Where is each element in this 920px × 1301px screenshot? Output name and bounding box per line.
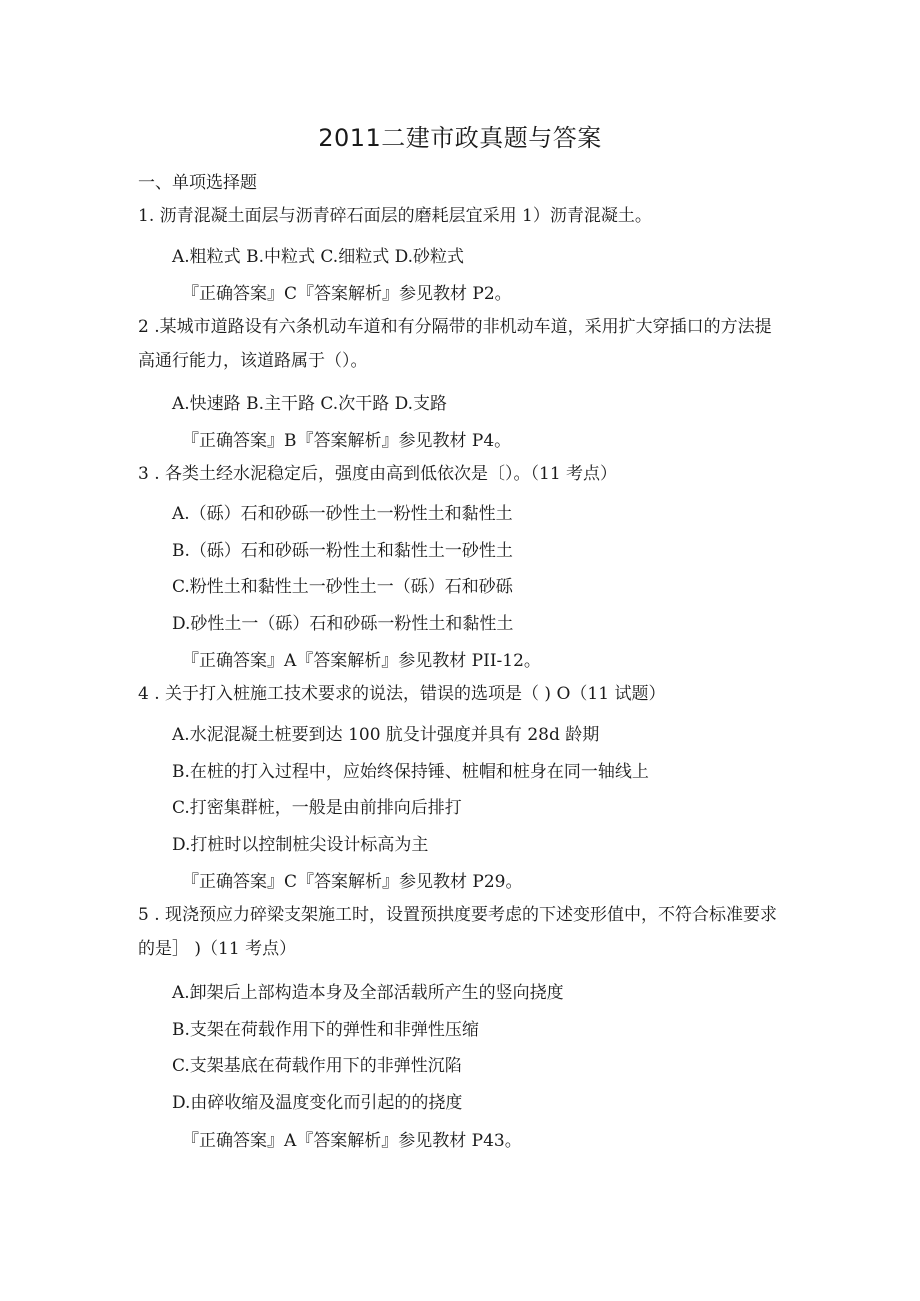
question-3-option-a: A.（砾）石和砂砾一砂性土一粉性土和黏性土 bbox=[172, 504, 513, 524]
question-3-text: 3 . 各类土经水泥稳定后，强度由高到低依次是〔）。（11 考点） bbox=[138, 464, 618, 484]
question-2-answer: 『正确答案』B『答案解析』参见教材 P4。 bbox=[182, 431, 512, 451]
question-3-option-d: D.砂性土一（砾）石和砂砾一粉性土和黏性土 bbox=[172, 614, 514, 634]
question-3-option-b: B.（砾）石和砂砾一粉性土和黏性土一砂性土 bbox=[172, 541, 513, 561]
question-4-option-d: D.打桩时以控制桩尖设计标高为主 bbox=[172, 835, 429, 855]
question-2-options: A.快速路 B.主干路 C.次干路 D.支路 bbox=[172, 394, 448, 414]
question-5-answer: 『正确答案』A『答案解析』参见教材 P43。 bbox=[182, 1131, 522, 1151]
question-2 bbox=[138, 310, 788, 378]
question-1-answer: 『正确答案』C『答案解析』参见教材 P2。 bbox=[182, 284, 512, 304]
question-4-option-c: C.打密集群桩，一般是由前排向后排打 bbox=[172, 798, 462, 818]
question-4-text: 4 . 关于打入桩施工技术要求的说法，错误的选项是（ ) O（11 试题） bbox=[138, 684, 666, 704]
question-5-option-a: A.卸架后上部构造本身及全部活载所产生的竖向挠度 bbox=[172, 983, 564, 1003]
question-5-option-b: B.支架在荷载作用下的弹性和非弹性压缩 bbox=[172, 1020, 479, 1040]
question-5-text: 5 . 现浇预应力碎梁支架施工时，设置预拱度要考虑的下述变形值中，不符合标准要求的是］ )（11 考点） bbox=[138, 905, 778, 959]
question-4 bbox=[138, 677, 788, 711]
question-1-text: 1. 沥青混凝土面层与沥青碎石面层的磨耗层宜采用 1）沥青混凝土。 bbox=[138, 206, 652, 226]
question-5-option-c: C.支架基底在荷载作用下的非弹性沉陷 bbox=[172, 1056, 462, 1076]
question-1 bbox=[138, 199, 788, 233]
question-5-option-d: D.由碎收缩及温度变化而引起的的挠度 bbox=[172, 1093, 463, 1113]
question-2-text: 2 .某城市道路设有六条机动车道和有分隔带的非机动车道，采用扩大穿插口的方法提高通行能力，该道路属于（）。 bbox=[138, 317, 772, 371]
page-title: 2011二建市政真题与答案 bbox=[318, 124, 602, 152]
question-1-options: A.粗粒式 B.中粒式 C.细粒式 D.砂粒式 bbox=[172, 247, 465, 267]
question-4-option-b: B.在桩的打入过程中，应始终保持锤、桩帽和桩身在同一轴线上 bbox=[172, 762, 649, 782]
question-4-option-a: A.水泥混凝土桩要到达 100 肮殳计强度并具有 28d 龄期 bbox=[172, 725, 600, 745]
question-3 bbox=[138, 457, 788, 491]
question-4-answer: 『正确答案』C『答案解析』参见教材 P29。 bbox=[182, 872, 523, 892]
question-5 bbox=[138, 898, 788, 966]
question-3-option-c: C.粉性土和黏性土一砂性土一（砾）石和砂砾 bbox=[172, 577, 513, 597]
question-3-answer: 『正确答案』A『答案解析』参见教材 PII-12。 bbox=[182, 651, 541, 671]
section-heading: 一、单项选择题 bbox=[138, 173, 257, 193]
